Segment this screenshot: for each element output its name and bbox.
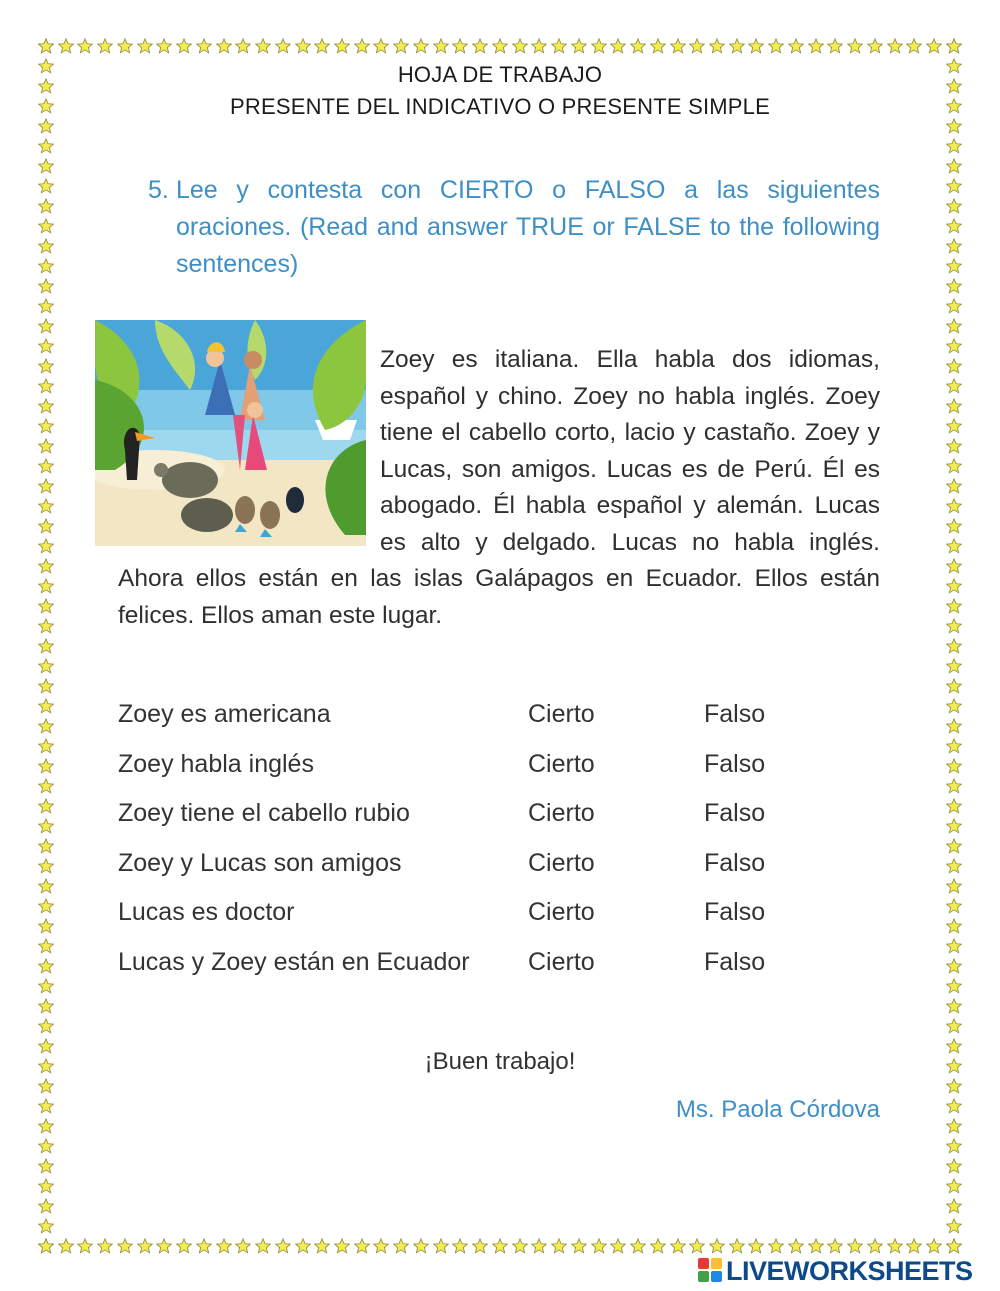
star-icon bbox=[354, 1238, 370, 1254]
question-statement: Zoey tiene el cabello rubio bbox=[118, 799, 410, 827]
question-statement: Zoey es americana bbox=[118, 700, 331, 728]
star-icon bbox=[946, 158, 962, 174]
star-icon bbox=[788, 38, 804, 54]
star-icon bbox=[492, 38, 508, 54]
star-icon bbox=[38, 258, 54, 274]
star-icon bbox=[729, 38, 745, 54]
star-icon bbox=[946, 1238, 962, 1254]
star-icon bbox=[847, 1238, 863, 1254]
star-icon bbox=[117, 38, 133, 54]
falso-option[interactable]: Falso bbox=[704, 898, 766, 926]
star-icon bbox=[38, 578, 54, 594]
star-icon bbox=[38, 118, 54, 134]
star-icon bbox=[393, 38, 409, 54]
star-icon bbox=[946, 838, 962, 854]
star-icon bbox=[630, 38, 646, 54]
star-icon bbox=[946, 618, 962, 634]
star-icon bbox=[38, 898, 54, 914]
star-icon bbox=[946, 718, 962, 734]
star-icon bbox=[373, 1238, 389, 1254]
star-icon bbox=[38, 418, 54, 434]
star-icon bbox=[670, 1238, 686, 1254]
star-icon bbox=[38, 158, 54, 174]
star-icon bbox=[38, 518, 54, 534]
star-border-bottom bbox=[38, 1238, 962, 1254]
star-icon bbox=[38, 338, 54, 354]
star-icon bbox=[512, 38, 528, 54]
star-icon bbox=[906, 38, 922, 54]
star-icon bbox=[38, 558, 54, 574]
star-icon bbox=[946, 938, 962, 954]
star-icon bbox=[156, 38, 172, 54]
star-icon bbox=[689, 38, 705, 54]
star-icon bbox=[58, 38, 74, 54]
star-icon bbox=[827, 38, 843, 54]
star-icon bbox=[235, 1238, 251, 1254]
star-icon bbox=[946, 778, 962, 794]
star-icon bbox=[38, 1238, 54, 1254]
star-icon bbox=[946, 1218, 962, 1234]
star-icon bbox=[768, 38, 784, 54]
star-icon bbox=[946, 658, 962, 674]
liveworksheets-logo-text: LIVEWORKSHEETS bbox=[726, 1255, 973, 1286]
star-icon bbox=[38, 478, 54, 494]
star-icon bbox=[571, 38, 587, 54]
cierto-option[interactable]: Cierto bbox=[528, 750, 595, 778]
star-icon bbox=[38, 818, 54, 834]
cierto-option[interactable]: Cierto bbox=[528, 849, 595, 877]
star-icon bbox=[77, 1238, 93, 1254]
star-icon bbox=[38, 1198, 54, 1214]
star-icon bbox=[748, 1238, 764, 1254]
star-icon bbox=[413, 38, 429, 54]
star-icon bbox=[176, 1238, 192, 1254]
star-icon bbox=[38, 678, 54, 694]
star-icon bbox=[38, 798, 54, 814]
star-icon bbox=[38, 38, 54, 54]
star-icon bbox=[38, 178, 54, 194]
instruction bbox=[148, 172, 880, 283]
liveworksheets-logo[interactable] bbox=[698, 1255, 973, 1286]
star-icon bbox=[946, 138, 962, 154]
cierto-option[interactable]: Cierto bbox=[528, 799, 595, 827]
star-icon bbox=[334, 1238, 350, 1254]
star-icon bbox=[216, 38, 232, 54]
star-icon bbox=[709, 1238, 725, 1254]
question-statement: Zoey y Lucas son amigos bbox=[118, 849, 402, 877]
star-icon bbox=[216, 1238, 232, 1254]
star-icon bbox=[946, 438, 962, 454]
star-icon bbox=[176, 38, 192, 54]
star-icon bbox=[689, 1238, 705, 1254]
star-icon bbox=[551, 1238, 567, 1254]
star-icon bbox=[946, 918, 962, 934]
star-icon bbox=[946, 678, 962, 694]
star-icon bbox=[946, 578, 962, 594]
star-icon bbox=[946, 738, 962, 754]
star-icon bbox=[650, 38, 666, 54]
star-icon bbox=[946, 958, 962, 974]
star-icon bbox=[591, 1238, 607, 1254]
star-icon bbox=[196, 38, 212, 54]
falso-option[interactable]: Falso bbox=[704, 700, 766, 728]
star-icon bbox=[38, 138, 54, 154]
star-icon bbox=[808, 1238, 824, 1254]
star-icon bbox=[38, 1218, 54, 1234]
star-icon bbox=[38, 658, 54, 674]
star-icon bbox=[38, 778, 54, 794]
star-icon bbox=[946, 218, 962, 234]
question-statement: Zoey habla inglés bbox=[118, 750, 314, 778]
star-icon bbox=[275, 38, 291, 54]
star-icon bbox=[571, 1238, 587, 1254]
star-icon bbox=[38, 1118, 54, 1134]
star-icon bbox=[452, 38, 468, 54]
star-icon bbox=[38, 1098, 54, 1114]
star-icon bbox=[867, 38, 883, 54]
star-icon bbox=[97, 38, 113, 54]
star-icon bbox=[97, 1238, 113, 1254]
star-icon bbox=[946, 538, 962, 554]
star-icon bbox=[768, 1238, 784, 1254]
star-icon bbox=[196, 1238, 212, 1254]
star-icon bbox=[492, 1238, 508, 1254]
star-icon bbox=[38, 1018, 54, 1034]
star-icon bbox=[38, 718, 54, 734]
star-icon bbox=[946, 798, 962, 814]
star-icon bbox=[156, 1238, 172, 1254]
star-icon bbox=[946, 1078, 962, 1094]
star-icon bbox=[946, 398, 962, 414]
star-icon bbox=[512, 1238, 528, 1254]
star-icon bbox=[946, 38, 962, 54]
star-icon bbox=[38, 278, 54, 294]
cierto-option[interactable]: Cierto bbox=[528, 898, 595, 926]
star-icon bbox=[887, 1238, 903, 1254]
star-icon bbox=[334, 38, 350, 54]
star-icon bbox=[630, 1238, 646, 1254]
star-icon bbox=[709, 38, 725, 54]
star-icon bbox=[38, 438, 54, 454]
question-statement: Lucas y Zoey están en Ecuador bbox=[118, 948, 470, 976]
star-icon bbox=[670, 38, 686, 54]
star-icon bbox=[373, 38, 389, 54]
star-icon bbox=[38, 618, 54, 634]
star-icon bbox=[946, 358, 962, 374]
liveworksheets-logo-icon bbox=[698, 1258, 724, 1284]
star-icon bbox=[946, 238, 962, 254]
worksheet-title: HOJA DE TRABAJO bbox=[397, 62, 603, 87]
star-icon bbox=[867, 1238, 883, 1254]
star-icon bbox=[610, 1238, 626, 1254]
star-icon bbox=[946, 338, 962, 354]
star-icon bbox=[314, 38, 330, 54]
cierto-option[interactable]: Cierto bbox=[528, 948, 595, 976]
star-icon bbox=[295, 1238, 311, 1254]
star-icon bbox=[610, 38, 626, 54]
star-icon bbox=[946, 558, 962, 574]
star-icon bbox=[946, 898, 962, 914]
star-icon bbox=[946, 478, 962, 494]
star-icon bbox=[472, 38, 488, 54]
star-icon bbox=[946, 858, 962, 874]
star-icon bbox=[275, 1238, 291, 1254]
star-icon bbox=[38, 358, 54, 374]
star-icon bbox=[788, 1238, 804, 1254]
star-icon bbox=[38, 238, 54, 254]
star-icon bbox=[117, 1238, 133, 1254]
star-icon bbox=[77, 38, 93, 54]
star-icon bbox=[38, 598, 54, 614]
star-icon bbox=[946, 318, 962, 334]
star-icon bbox=[393, 1238, 409, 1254]
star-icon bbox=[946, 518, 962, 534]
instruction-number: 5. bbox=[148, 176, 169, 204]
star-icon bbox=[946, 418, 962, 434]
star-icon bbox=[946, 118, 962, 134]
star-icon bbox=[946, 298, 962, 314]
star-icon bbox=[946, 198, 962, 214]
cierto-option[interactable]: Cierto bbox=[528, 700, 595, 728]
star-icon bbox=[38, 538, 54, 554]
star-icon bbox=[472, 1238, 488, 1254]
star-icon bbox=[137, 38, 153, 54]
star-icon bbox=[946, 638, 962, 654]
star-icon bbox=[946, 378, 962, 394]
star-icon bbox=[650, 1238, 666, 1254]
instruction-text: Lee y contesta con CIERTO o FALSO a las siguientes oraciones. (Read and answer TRUE or FALSE to the following sentences) bbox=[176, 176, 880, 278]
star-icon bbox=[847, 38, 863, 54]
star-icon bbox=[38, 918, 54, 934]
star-icon bbox=[58, 1238, 74, 1254]
star-icon bbox=[946, 278, 962, 294]
reading-passage bbox=[118, 342, 880, 634]
star-icon bbox=[38, 378, 54, 394]
star-icon bbox=[433, 1238, 449, 1254]
star-icon bbox=[38, 638, 54, 654]
star-icon bbox=[946, 178, 962, 194]
star-icon bbox=[946, 1018, 962, 1034]
falso-option[interactable]: Falso bbox=[704, 750, 766, 778]
star-icon bbox=[591, 38, 607, 54]
star-icon bbox=[946, 1198, 962, 1214]
star-icon bbox=[887, 38, 903, 54]
author-signature: Ms. Paola Córdova bbox=[675, 1096, 880, 1123]
star-icon bbox=[531, 1238, 547, 1254]
falso-option[interactable]: Falso bbox=[704, 799, 766, 827]
star-icon bbox=[255, 38, 271, 54]
star-icon bbox=[946, 1098, 962, 1114]
star-icon bbox=[946, 1178, 962, 1194]
star-icon bbox=[946, 698, 962, 714]
star-icon bbox=[946, 978, 962, 994]
star-icon bbox=[946, 758, 962, 774]
star-icon bbox=[38, 958, 54, 974]
star-border-top bbox=[38, 38, 962, 54]
star-icon bbox=[946, 1118, 962, 1134]
star-icon bbox=[38, 458, 54, 474]
star-icon bbox=[433, 38, 449, 54]
star-icon bbox=[295, 38, 311, 54]
star-icon bbox=[314, 1238, 330, 1254]
star-icon bbox=[551, 38, 567, 54]
star-icon bbox=[906, 1238, 922, 1254]
star-icon bbox=[946, 818, 962, 834]
star-icon bbox=[946, 498, 962, 514]
star-icon bbox=[38, 298, 54, 314]
worksheet-subtitle: PRESENTE DEL INDICATIVO O PRESENTE SIMPLE bbox=[230, 94, 770, 119]
falso-option[interactable]: Falso bbox=[704, 948, 766, 976]
star-icon bbox=[38, 318, 54, 334]
star-icon bbox=[748, 38, 764, 54]
star-icon bbox=[38, 398, 54, 414]
star-icon bbox=[38, 198, 54, 214]
star-icon bbox=[808, 38, 824, 54]
reading-passage-text: Zoey es italiana. Ella habla dos idiomas, español y chino. Zoey no habla inglés. Zoey tiene el cabello corto, lacio y castaño. Zoey y Lucas, son amigos. Lucas es de Perú. Él es abogado. Él habla español y alemán. Lucas es alto y delgado. Lucas no habla inglés. Ahora ellos están en las islas Galápagos en Ecuador. Ellos están felices. Ellos aman este lugar. bbox=[118, 346, 880, 629]
question-statement: Lucas es doctor bbox=[118, 898, 295, 926]
star-icon bbox=[452, 1238, 468, 1254]
falso-option[interactable]: Falso bbox=[704, 849, 766, 877]
star-icon bbox=[38, 218, 54, 234]
star-icon bbox=[38, 758, 54, 774]
star-icon bbox=[38, 498, 54, 514]
star-icon bbox=[38, 698, 54, 714]
star-icon bbox=[38, 1158, 54, 1174]
star-icon bbox=[946, 258, 962, 274]
star-icon bbox=[946, 598, 962, 614]
star-icon bbox=[38, 998, 54, 1014]
star-icon bbox=[413, 1238, 429, 1254]
star-icon bbox=[531, 38, 547, 54]
star-icon bbox=[38, 738, 54, 754]
star-icon bbox=[137, 1238, 153, 1254]
star-icon bbox=[729, 1238, 745, 1254]
star-icon bbox=[946, 1138, 962, 1154]
star-icon bbox=[255, 1238, 271, 1254]
star-icon bbox=[235, 38, 251, 54]
star-icon bbox=[38, 1138, 54, 1154]
star-icon bbox=[38, 858, 54, 874]
star-icon bbox=[827, 1238, 843, 1254]
star-icon bbox=[38, 838, 54, 854]
closing-message: ¡Buen trabajo! bbox=[424, 1048, 576, 1075]
star-icon bbox=[946, 998, 962, 1014]
star-icon bbox=[946, 458, 962, 474]
star-icon bbox=[354, 38, 370, 54]
star-icon bbox=[946, 1158, 962, 1174]
star-icon bbox=[926, 38, 942, 54]
star-icon bbox=[946, 878, 962, 894]
star-icon bbox=[38, 1178, 54, 1194]
star-icon bbox=[38, 978, 54, 994]
star-icon bbox=[38, 1078, 54, 1094]
star-icon bbox=[38, 938, 54, 954]
star-icon bbox=[38, 878, 54, 894]
star-icon bbox=[926, 1238, 942, 1254]
